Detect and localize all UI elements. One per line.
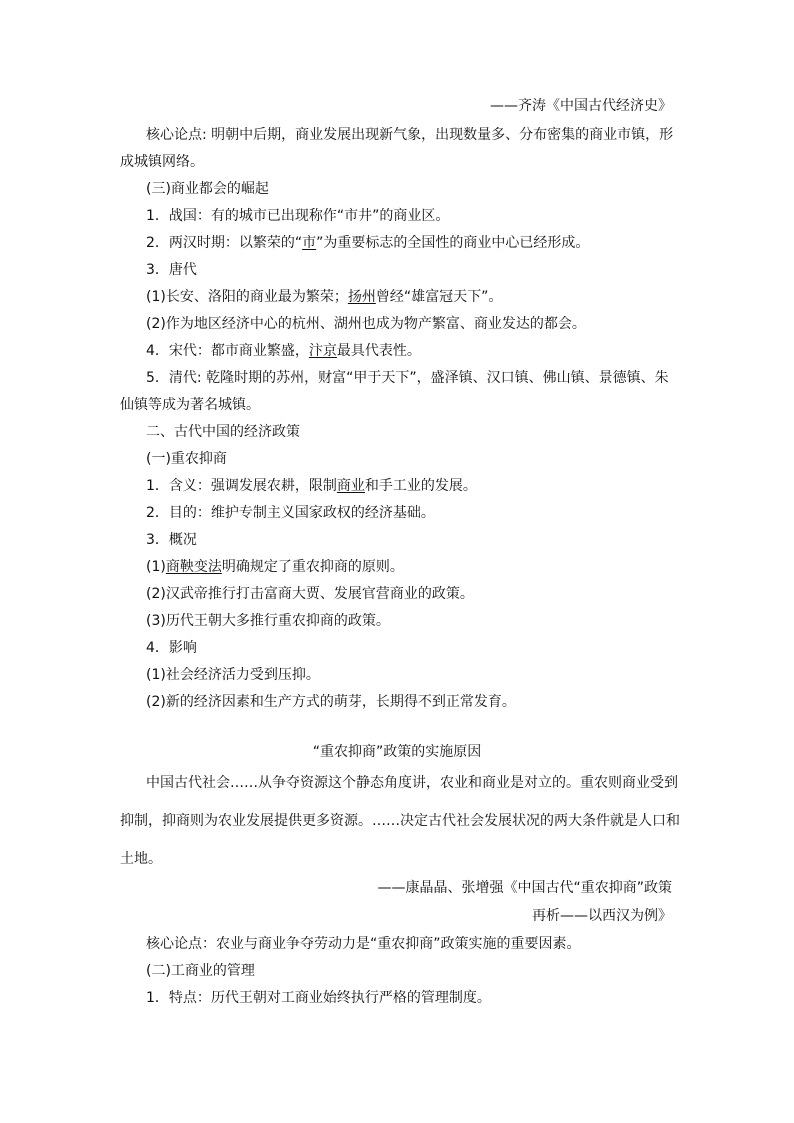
impact-1: (1)社会经济活力受到压抑。 bbox=[146, 667, 320, 683]
item-3-tang: 3．唐代 bbox=[146, 262, 197, 278]
core-argument-2: 核心论点：农业与商业争夺劳动力是“重农抑商”政策实施的重要因素。 bbox=[146, 936, 581, 952]
overview-1-text-pre: (1) bbox=[146, 559, 166, 575]
policy-meaning-text-post: 和手工业的发展。 bbox=[364, 478, 477, 494]
item-3-1-underlined: 扬州 bbox=[347, 289, 376, 305]
overview-3: (3)历代王朝大多推行重农抑商的政策。 bbox=[146, 613, 390, 629]
item-3-1 bbox=[146, 287, 502, 307]
overview-1-text-post: 明确规定了重农抑商的原则。 bbox=[221, 559, 404, 575]
item-4-song bbox=[146, 341, 421, 361]
overview-2: (2)汉武帝推行打击富商大贾、发展官营商业的政策。 bbox=[146, 586, 474, 602]
item-2-han bbox=[146, 233, 589, 253]
item-4-text-post: 最具代表性。 bbox=[336, 343, 421, 359]
policy-meaning bbox=[146, 476, 477, 496]
part-2-title: 二、古代中国的经济政策 bbox=[146, 424, 300, 440]
material-paragraph-line-3: 土地。 bbox=[120, 851, 162, 867]
subsection-1-title: (一)重农抑商 bbox=[146, 451, 227, 467]
policy-purpose: 2．目的：维护专制主义国家政权的经济基础。 bbox=[146, 505, 435, 521]
material-paragraph-line-2: 抑制，抑商则为农业发展提供更多资源。……决定古代社会发展状况的两大条件就是人口和 bbox=[120, 813, 680, 829]
impact-2: (2)新的经济因素和生产方式的萌芽，长期得不到正常发育。 bbox=[146, 694, 516, 710]
item-4-underlined: 汴京 bbox=[308, 343, 337, 359]
core-argument-1-line-2: 成城镇网络。 bbox=[120, 154, 204, 170]
item-2-text-post: ”为重要标志的全国性的商业中心已经形成。 bbox=[316, 235, 590, 251]
section-3-title: (三)商业都会的崛起 bbox=[146, 181, 269, 197]
overview-1-underlined: 商鞅变法 bbox=[165, 559, 222, 575]
item-1-warring-states: 1．战国：有的城市已出现称作“市井”的商业区。 bbox=[146, 208, 450, 224]
source-citation-kang-line-1: ——康晶晶、张增强《中国古代“重农抑商”政策 bbox=[377, 880, 672, 896]
management-feature: 1．特点：历代王朝对工商业始终执行严格的管理制度。 bbox=[146, 990, 491, 1006]
policy-meaning-text-pre: 1．含义：强调发展农耕，限制 bbox=[146, 478, 337, 494]
item-3-1-text-post: 曾经“雄富冠天下”。 bbox=[375, 289, 503, 305]
material-paragraph-line-1: 中国古代社会……从争夺资源这个静态角度讲，农业和商业是对立的。重农则商业受到 bbox=[146, 775, 678, 791]
item-5-qing-line-1: 5．清代: 乾隆时期的苏州，财富“甲于天下”，盛泽镇、汉口镇、佛山镇、景德镇、朱 bbox=[146, 370, 669, 386]
item-5-qing-line-2: 仙镇等成为著名城镇。 bbox=[120, 397, 260, 413]
item-3-1-text-pre: (1)长安、洛阳的商业最为繁荣； bbox=[146, 289, 348, 305]
policy-meaning-underlined: 商业 bbox=[336, 478, 365, 494]
policy-impact: 4．影响 bbox=[146, 640, 197, 656]
policy-overview: 3．概况 bbox=[146, 532, 197, 548]
item-2-underlined: 市 bbox=[302, 235, 317, 251]
material-box-title: “重农抑商”政策的实施原因 bbox=[312, 744, 482, 760]
core-argument-1-line-1: 核心论点: 明朝中后期，商业发展出现新气象，出现数量多、分布密集的商业市镇，形 bbox=[146, 127, 674, 143]
item-3-2: (2)作为地区经济中心的杭州、湖州也成为物产繁富、商业发达的都会。 bbox=[146, 316, 586, 332]
item-2-text-pre: 2．两汉时期：以繁荣的“ bbox=[146, 235, 303, 251]
source-citation-qitao: ——齐涛《中国古代经济史》 bbox=[490, 98, 672, 114]
subsection-2-title: (二)工商业的管理 bbox=[146, 963, 255, 979]
source-citation-kang-line-2: 再析——以西汉为例》 bbox=[532, 908, 672, 924]
item-4-text-pre: 4．宋代：都市商业繁盛， bbox=[146, 343, 309, 359]
overview-1 bbox=[146, 557, 404, 577]
